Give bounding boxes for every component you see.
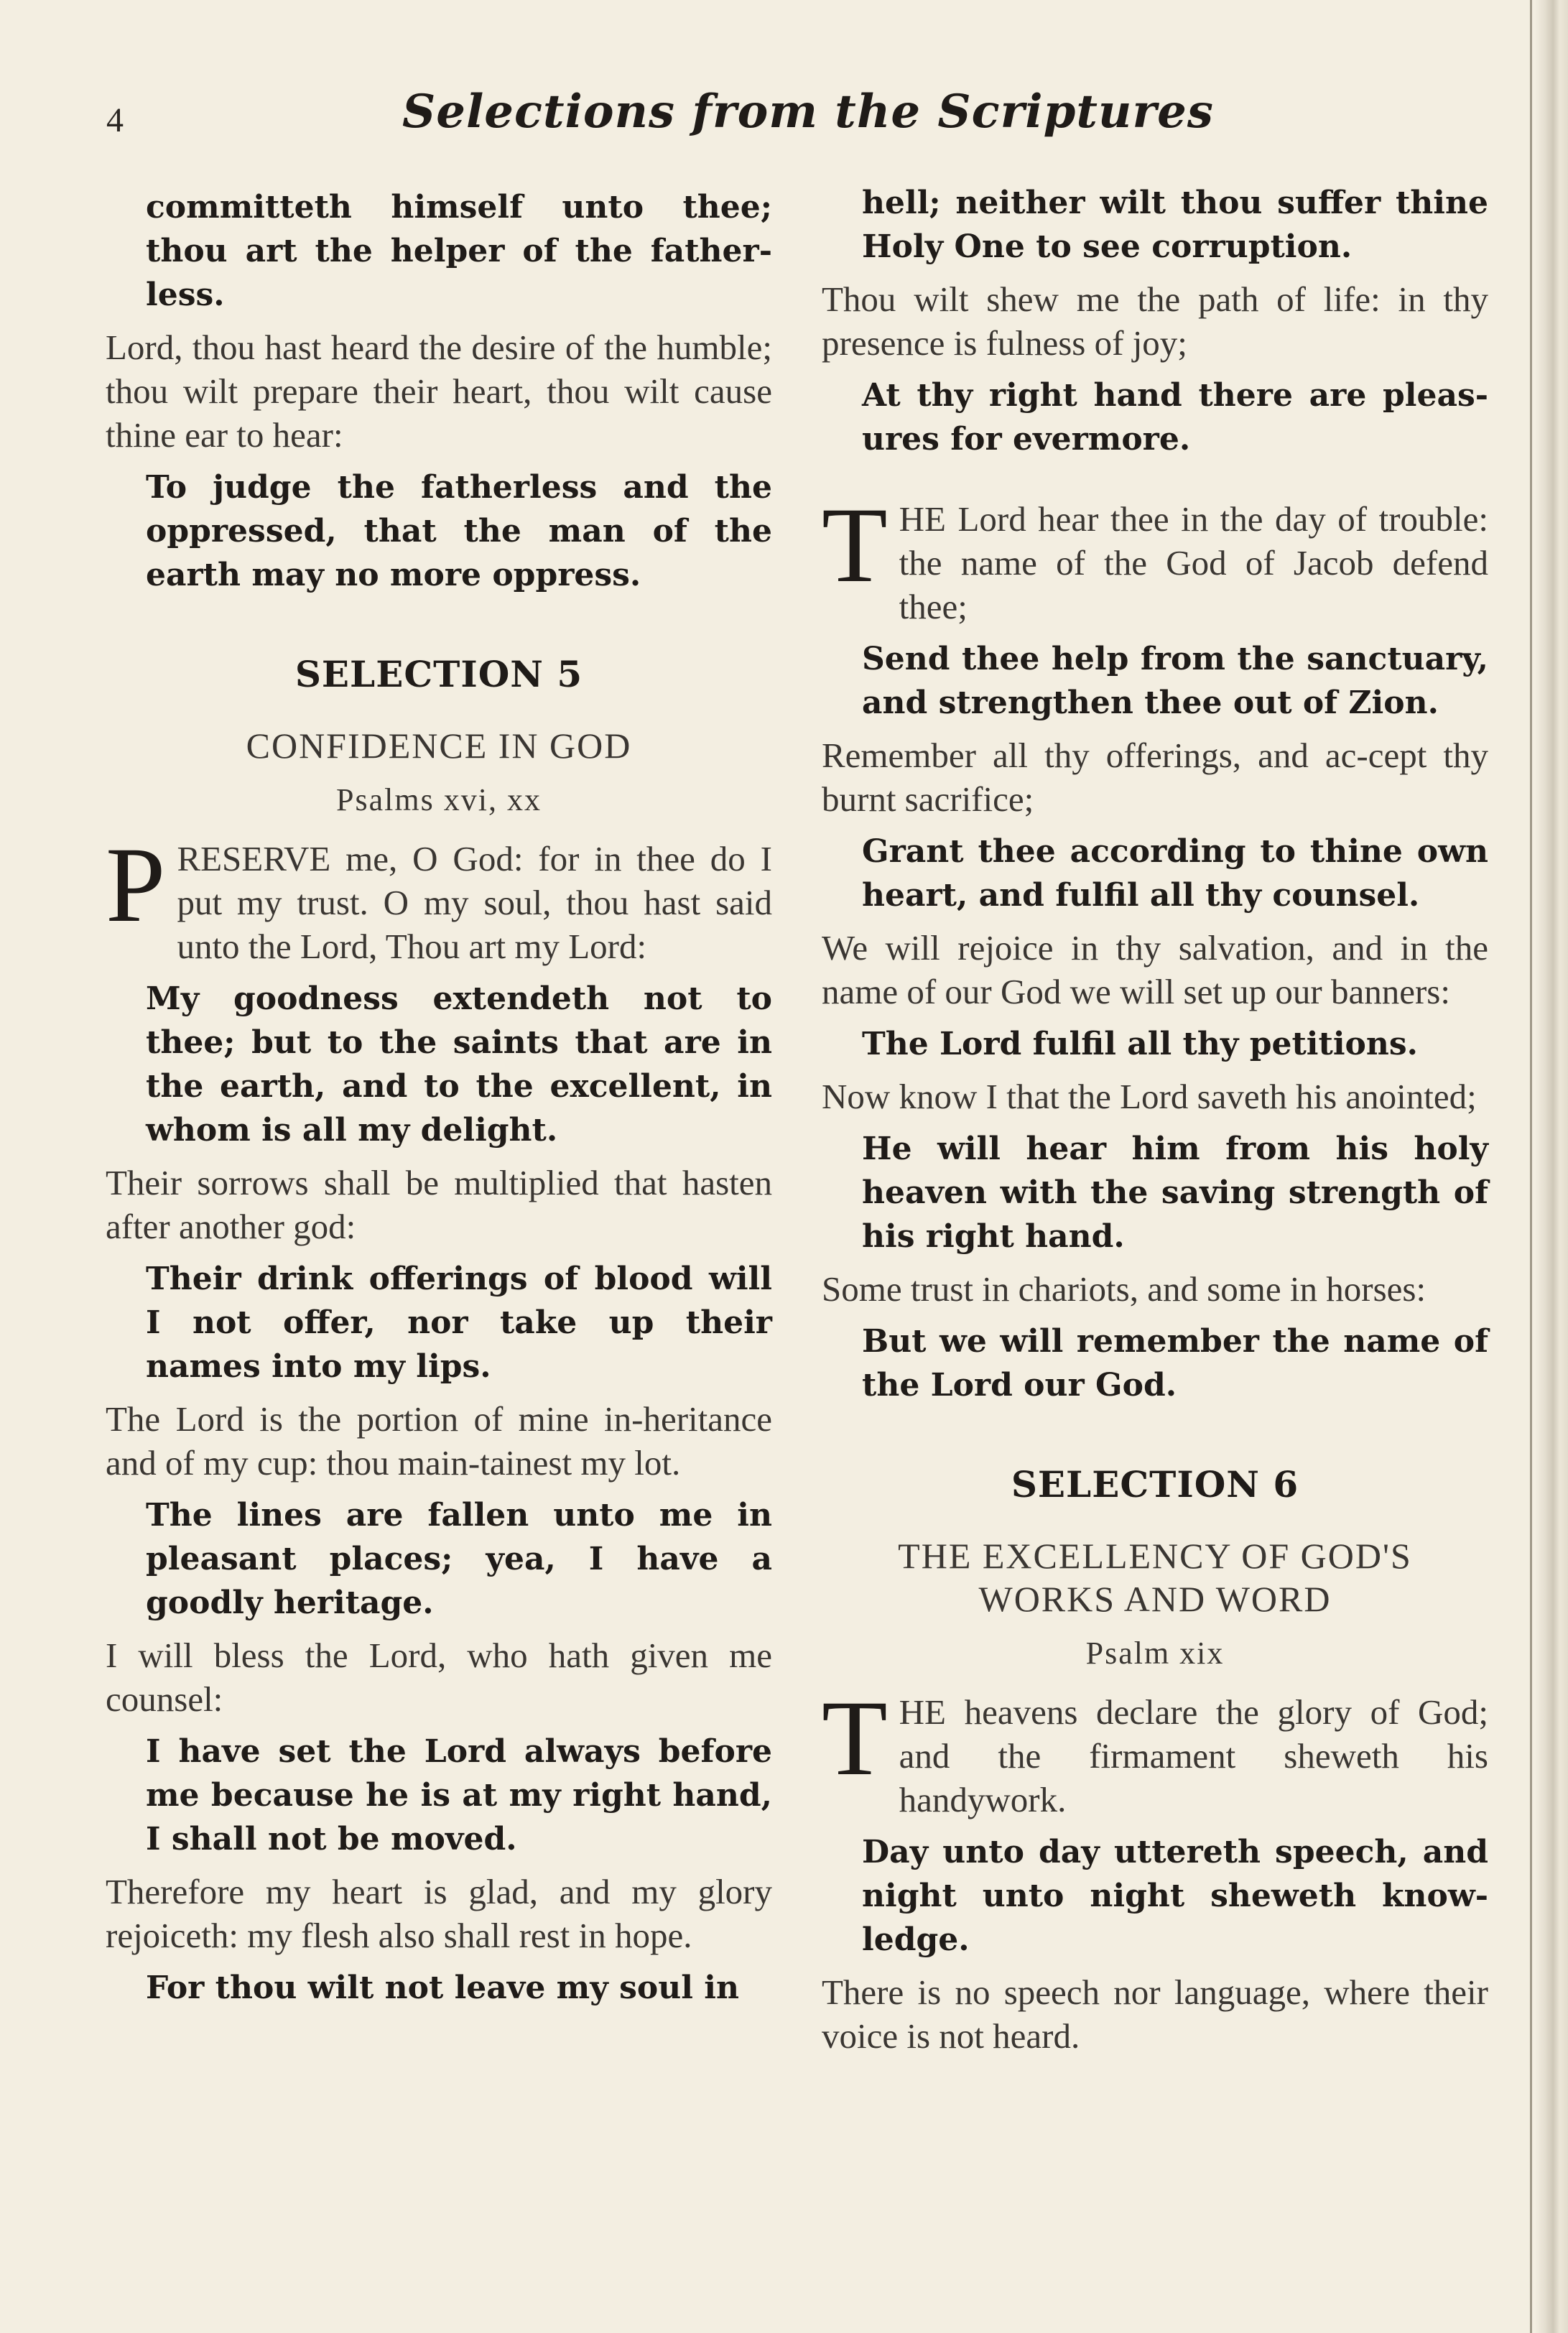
verse-plain: Their sorrows shall be multiplied that hasten after another god:	[106, 1163, 772, 1246]
verse-plain: I will bless the Lord, who hath given me counsel:	[106, 1636, 772, 1719]
verse-bold: The Lord fulfil all thy petitions.	[862, 1026, 1418, 1062]
drop-cap: P	[106, 825, 166, 945]
verse-plain: Remember all thy offerings, and ac-cept thy burnt sacrifice;	[822, 736, 1488, 819]
verse-bold: I have set the Lord always before me because he is at my right hand, I shall not be moved.	[146, 1733, 772, 1857]
opening-paragraph	[106, 825, 772, 968]
verse-bold: He will hear him from his holy heaven with the saving strength of his right hand.	[862, 1131, 1488, 1255]
selection-subtitle-line-1: THE EXCELLENCY OF GOD'S	[898, 1536, 1412, 1576]
verse-plain: Now know I that the Lord saveth his anointed;	[822, 1077, 1477, 1116]
running-title: Selections from the Scriptures	[402, 85, 1214, 139]
verse-plain: Therefore my heart is glad, and my glory rejoiceth: my flesh also shall rest in hope.	[106, 1872, 772, 1955]
page-number: 4	[106, 101, 124, 139]
drop-cap: T	[822, 1679, 888, 1798]
verse-bold: Send thee help from the sanctuary, and strengthen thee out of Zion.	[862, 641, 1488, 721]
verse-bold: The lines are fallen unto me in pleasant places; yea, I have a goodly heritage.	[146, 1497, 772, 1621]
selection-subtitle: CONFIDENCE IN GOD	[246, 725, 632, 766]
opening-paragraph	[822, 1679, 1488, 1822]
verse-bold: To judge the fatherless and the oppressed, that the man of the earth may no more oppress.	[146, 469, 772, 593]
verse-bold: Their drink offerings of blood will I not offer, nor take up their names into my lips.	[146, 1261, 772, 1385]
drop-cap: T	[822, 486, 888, 605]
verse-plain: Lord, thou hast heard the desire of the humble; thou wilt prepare their heart, thou wilt cause thine ear to hear:	[106, 328, 772, 455]
verse-bold: Grant thee according to thine own heart, and fulfil all thy counsel.	[862, 833, 1488, 914]
verse-plain: RESERVE me, O God: for in thee do I put my trust. O my soul, thou hast said unto the Lord, Thou art my Lord:	[177, 839, 772, 966]
verse-bold: For thou wilt not leave my soul in	[146, 1970, 739, 2006]
verse-plain: HE heavens declare the glory of God; and the firmament sheweth his handywork.	[899, 1692, 1488, 1819]
verse-bold: committeth himself unto thee; thou art the helper of the father-less.	[146, 189, 772, 313]
selection-title: SELECTION 6	[1011, 1463, 1299, 1506]
verse-plain: We will rejoice in thy salvation, and in the name of our God we will set up our banners:	[822, 928, 1488, 1011]
left-column	[106, 185, 772, 2010]
verse-plain: The Lord is the portion of mine in-heritance and of my cup: thou main-tainest my lot.	[106, 1399, 772, 1483]
verse-plain: HE Lord hear thee in the day of trouble: the name of the God of Jacob defend thee;	[899, 499, 1488, 626]
selection-reference: Psalm xix	[1085, 1636, 1225, 1671]
right-column	[822, 181, 1488, 2058]
verse-bold: At thy right hand there are pleas-ures for evermore.	[862, 377, 1488, 458]
verse-bold: My goodness extendeth not to thee; but to the saints that are in the earth, and to the excellent, in whom is all my delight.	[146, 980, 772, 1149]
opening-paragraph	[822, 486, 1488, 629]
verse-plain: Thou wilt shew me the path of life: in thy presence is fulness of joy;	[822, 279, 1488, 363]
page-edge	[1535, 0, 1568, 2333]
verse-bold: Day unto day uttereth speech, and night unto night sheweth know-ledge.	[862, 1834, 1488, 1958]
selection-subtitle-line-2: WORKS AND WORD	[978, 1579, 1332, 1619]
verse-bold: hell; neither wilt thou suffer thine Holy One to see corruption.	[862, 185, 1488, 265]
verse-plain: There is no speech nor language, where their voice is not heard.	[822, 1972, 1488, 2056]
selection-title: SELECTION 5	[294, 653, 583, 695]
verse-plain: Some trust in chariots, and some in horses:	[822, 1269, 1426, 1309]
page-edge-line	[1530, 0, 1532, 2333]
selection-reference: Psalms xvi, xx	[336, 782, 542, 817]
verse-bold: But we will remember the name of the Lord our God.	[862, 1323, 1488, 1404]
